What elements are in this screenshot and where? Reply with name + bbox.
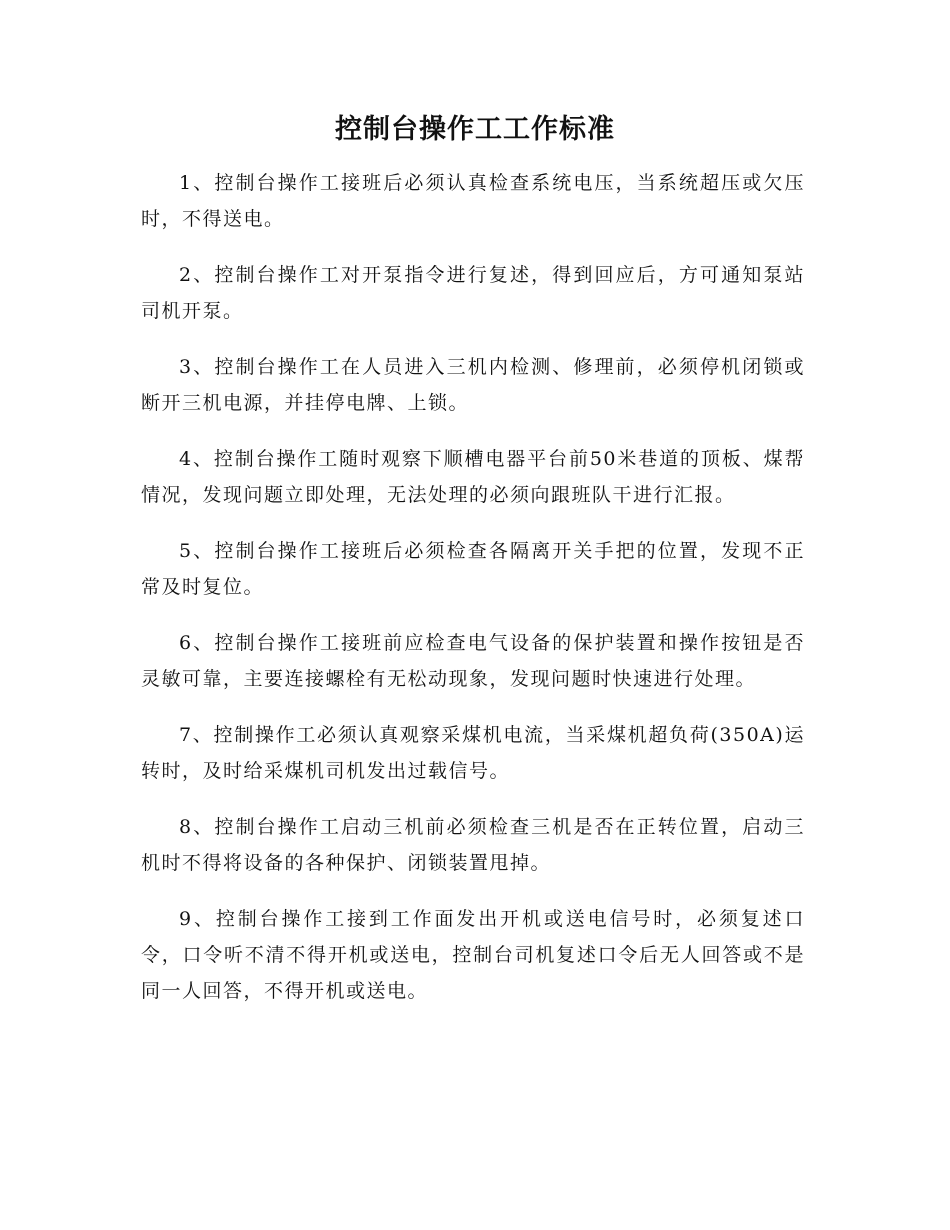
paragraph-7: 7、控制操作工必须认真观察采煤机电流，当采煤机超负荷(350A)运转时，及时给采煤机司机发出过载信号。 [141,724,805,782]
paragraph-1: 1、控制台操作工接班后必须认真检查系统电压，当系统超压或欠压时，不得送电。 [141,172,805,230]
paragraph-8: 8、控制台操作工启动三机前必须检查三机是否在正转位置，启动三机时不得将设备的各种保护、闭锁装置甩掉。 [141,816,805,874]
paragraph-2: 2、控制台操作工对开泵指令进行复述，得到回应后，方可通知泵站司机开泵。 [141,264,805,322]
paragraph-3: 3、控制台操作工在人员进入三机内检测、修理前，必须停机闭锁或断开三机电源，并挂停电牌、上锁。 [141,356,805,414]
paragraph-6: 6、控制台操作工接班前应检查电气设备的保护装置和操作按钮是否灵敏可靠，主要连接螺栓有无松动现象，发现问题时快速进行处理。 [141,632,805,690]
paragraph-9: 9、控制台操作工接到工作面发出开机或送电信号时，必须复述口令，口令听不清不得开机或送电，控制台司机复述口令后无人回答或不是同一人回答，不得开机或送电。 [141,908,805,1002]
document-body [141,165,805,1029]
document-title: 控制台操作工工作标准 [335,114,615,145]
paragraph-5: 5、控制台操作工接班后必须检查各隔离开关手把的位置，发现不正常及时复位。 [141,540,805,598]
paragraph-4: 4、控制台操作工随时观察下顺槽电器平台前50米巷道的顶板、煤帮情况，发现问题立即处理，无法处理的必须向跟班队干进行汇报。 [141,448,805,506]
